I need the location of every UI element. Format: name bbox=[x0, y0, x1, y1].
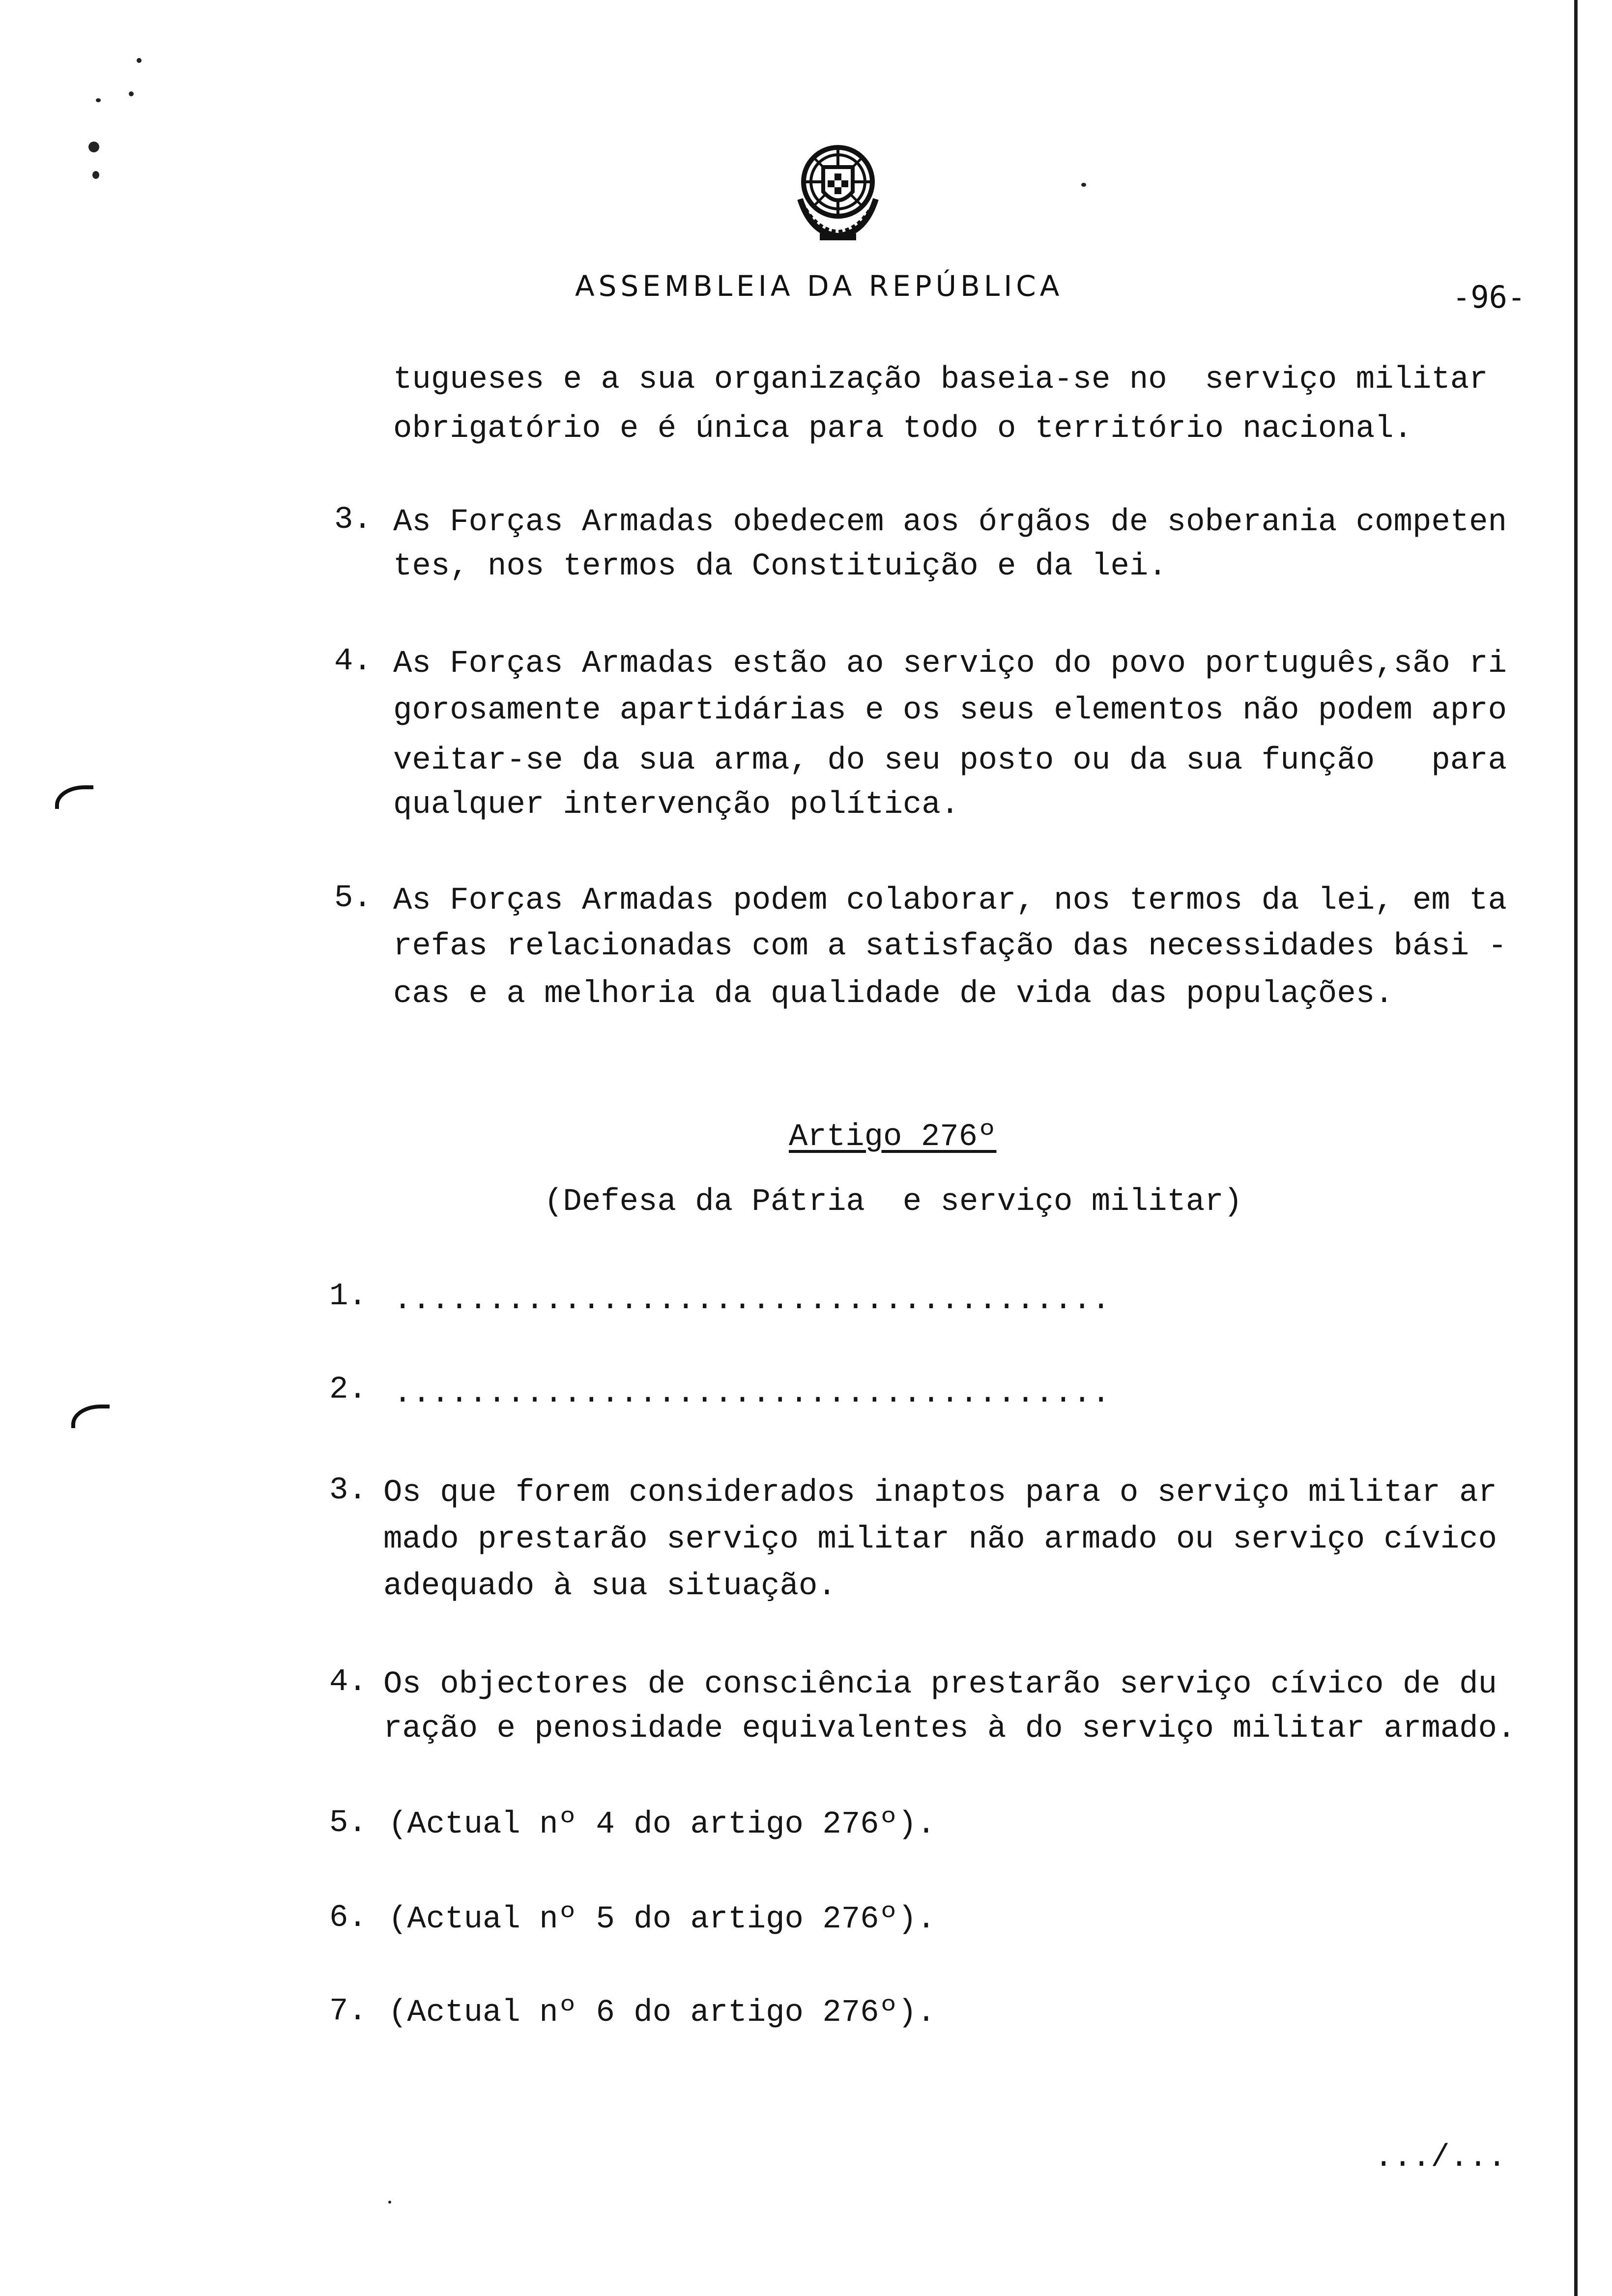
page-number: -96- bbox=[1452, 279, 1526, 315]
item-number: 5. bbox=[329, 1806, 367, 1841]
item-line: mado prestarão serviço militar não armado ou serviço cívico bbox=[383, 1522, 1497, 1557]
item-line: ...................................... bbox=[393, 1376, 1111, 1411]
item-line: As Forças Armadas podem colaborar, nos termos da lei, em ta bbox=[393, 883, 1507, 918]
item-line: adequado à sua situação. bbox=[383, 1569, 836, 1604]
item-line: tes, nos termos da Constituição e da lei. bbox=[393, 549, 1167, 584]
scan-speck bbox=[1081, 183, 1086, 187]
item-number: 4. bbox=[329, 1665, 367, 1700]
scan-speck bbox=[388, 2201, 391, 2204]
item-line: cas e a melhoria da qualidade de vida das populações. bbox=[393, 976, 1394, 1012]
item-line: ...................................... bbox=[393, 1283, 1111, 1318]
item-line: Os que forem considerados inaptos para o serviço militar ar bbox=[383, 1475, 1497, 1511]
item-line: qualquer intervenção política. bbox=[393, 787, 960, 823]
continuation-mark: .../... bbox=[1374, 2140, 1506, 2176]
scan-speck bbox=[137, 58, 142, 63]
item-line: As Forças Armadas obedecem aos órgãos de soberania competen bbox=[393, 505, 1507, 540]
scan-speck bbox=[92, 171, 99, 179]
institution-header: ASSEMBLEIA DA REPÚBLICA bbox=[575, 269, 1064, 303]
item-line: gorosamente apartidárias e os seus elementos não podem apro bbox=[393, 693, 1507, 728]
item-line: Os objectores de consciência prestarão serviço cívico de du bbox=[383, 1667, 1497, 1702]
article-title: Artigo 276º bbox=[789, 1119, 997, 1155]
item-line: (Actual nº 5 do artigo 276º). bbox=[388, 1902, 936, 1937]
section-b bbox=[0, 849, 1612, 2031]
item-number: 3. bbox=[329, 1473, 367, 1508]
article-subtitle: (Defesa da Pátria e serviço militar) bbox=[544, 1184, 1243, 1220]
item-number: 7. bbox=[329, 1994, 367, 2029]
item-number: 6. bbox=[329, 1900, 367, 1936]
item-line: refas relacionadas com a satisfação das necessidades bási - bbox=[393, 929, 1507, 964]
item-line: ração e penosidade equivalentes à do serviço militar armado. bbox=[383, 1711, 1516, 1747]
item-line: (Actual nº 6 do artigo 276º). bbox=[388, 1995, 936, 2031]
item-number: 2. bbox=[329, 1372, 367, 1407]
item-number: 1. bbox=[329, 1279, 367, 1314]
item-line: veitar-se da sua arma, do seu posto ou da sua função para bbox=[393, 743, 1507, 778]
preamble-line: obrigatório e é única para todo o território nacional. bbox=[393, 411, 1412, 447]
scan-speck bbox=[96, 98, 101, 102]
item-number: 4. bbox=[334, 644, 372, 679]
item-number: 3. bbox=[334, 502, 372, 538]
item-line: (Actual nº 4 do artigo 276º). bbox=[388, 1807, 936, 1842]
item-number: 5. bbox=[334, 881, 372, 916]
section-a bbox=[0, 142, 1612, 1012]
portuguese-coat-of-arms-icon bbox=[791, 140, 885, 246]
scan-speck bbox=[88, 142, 99, 152]
scan-speck bbox=[129, 91, 134, 96]
preamble-line: tugueses e a sua organização baseia-se no serviço militar bbox=[393, 362, 1488, 398]
item-line: As Forças Armadas estão ao serviço do povo português,são ri bbox=[393, 646, 1507, 682]
page-edge bbox=[1574, 0, 1578, 2296]
